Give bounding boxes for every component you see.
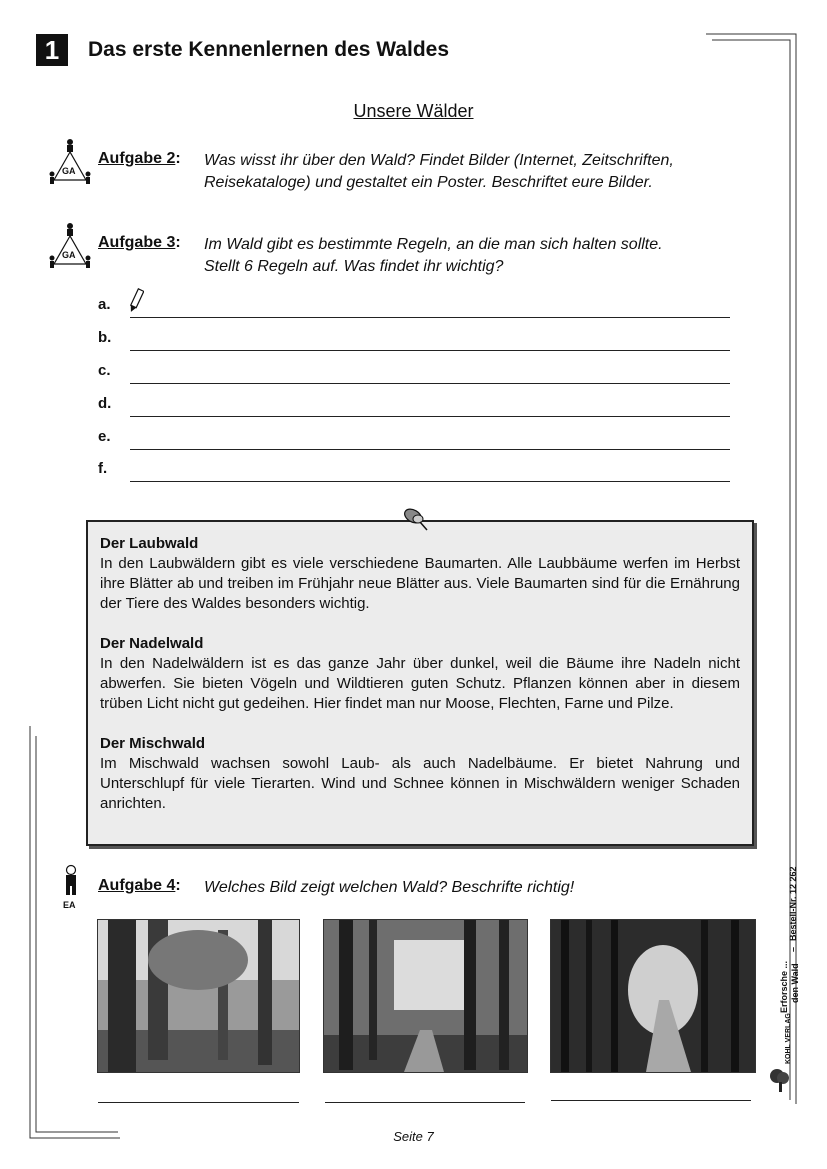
- answer-line-a[interactable]: [98, 296, 730, 318]
- answer-letter: c.: [98, 362, 111, 379]
- chapter-number: 1: [36, 34, 68, 66]
- task-2-colon: :: [175, 150, 181, 167]
- write-line[interactable]: [130, 449, 730, 450]
- group-work-icon: [48, 138, 92, 188]
- single-work-icon: [58, 864, 84, 912]
- task-3-text: [204, 234, 663, 278]
- info-text-laubwald: In den Laubwäldern gibt es viele verschiedene Baumarten. Alle Laubbäume werfen im Herbst ihre Blätter ab und treiben im Frühjahr neue Blätter aus. Viele Baumarten sind für die Ernährung der Tiere des Waldes besonders wichtig.: [100, 555, 740, 612]
- photo-2-answer-line[interactable]: [325, 1102, 525, 1103]
- pushpin-icon: [400, 504, 430, 537]
- publisher-name: KOHL VERLAG: [785, 1013, 792, 1064]
- task-2-line-2: Reisekataloge) und gestaltet ein Poster. Beschriftet eure Bilder.: [204, 174, 653, 191]
- task-3-colon: :: [175, 234, 181, 251]
- info-box: [86, 520, 754, 846]
- task-3-heading: [98, 234, 181, 252]
- forest-photo-mixed: [323, 919, 528, 1073]
- task-2-label: Aufgabe 2: [98, 150, 176, 167]
- photo-3-answer-line[interactable]: [551, 1100, 751, 1101]
- publisher-tree-logo: [768, 1066, 792, 1099]
- page-number: Seite 7: [393, 1129, 434, 1144]
- write-line[interactable]: [130, 350, 730, 351]
- group-work-label: GA: [62, 166, 76, 176]
- answer-line-c[interactable]: [98, 362, 730, 384]
- task-4-label: Aufgabe 4: [98, 877, 176, 894]
- answer-line-f[interactable]: [98, 460, 730, 482]
- group-work-icon: [48, 222, 92, 272]
- chapter-title: Das erste Kennenlernen des Waldes: [88, 38, 450, 61]
- info-heading-nadelwald: Der Nadelwald: [100, 635, 204, 652]
- task-3-label: Aufgabe 3: [98, 234, 176, 251]
- info-heading-laubwald: Der Laubwald: [100, 535, 199, 552]
- info-text-mischwald: Im Mischwald wachsen sowohl Laub- als auch Nadelbäume. Er bietet Nahrung und Unterschlupf für viele Tierarten. Wind und Schnee können in Mischwäldern weniger Schaden anrichten.: [100, 755, 740, 812]
- task-2-line-1: Was wisst ihr über den Wald? Findet Bilder (Internet, Zeitschriften,: [204, 152, 674, 169]
- task-4-text: Welches Bild zeigt welchen Wald? Beschrifte richtig!: [204, 879, 575, 896]
- group-work-label: GA: [62, 250, 76, 260]
- task-3-line-2: Stellt 6 Regeln auf. Was findet ihr wichtig?: [204, 258, 504, 275]
- task-3-line-1: Im Wald gibt es bestimmte Regeln, an die man sich halten sollte.: [204, 236, 663, 253]
- write-line[interactable]: [130, 317, 730, 318]
- answer-letter: e.: [98, 428, 111, 445]
- info-heading-mischwald: Der Mischwald: [100, 735, 206, 752]
- answer-line-d[interactable]: [98, 395, 730, 417]
- task-4-colon: :: [175, 877, 181, 894]
- task-2-text: [204, 150, 674, 194]
- answer-line-e[interactable]: [98, 428, 730, 450]
- page-subtitle: Unsere Wälder: [353, 101, 474, 121]
- answer-letter: a.: [98, 296, 111, 313]
- forest-photo-coniferous: [550, 919, 756, 1073]
- task-2-heading: [98, 150, 181, 168]
- book-title-line-1: Erforsche ...: [779, 960, 789, 1013]
- photo-1-answer-line[interactable]: [98, 1102, 299, 1103]
- order-number: Bestell-Nr. 12 262: [788, 866, 798, 941]
- task-4-heading: [98, 877, 181, 895]
- write-line[interactable]: [130, 383, 730, 384]
- write-line[interactable]: [130, 481, 730, 482]
- answer-letter: f.: [98, 460, 108, 477]
- side-dash: –: [788, 946, 798, 952]
- answer-line-b[interactable]: [98, 329, 730, 351]
- answer-letter: b.: [98, 329, 112, 346]
- forest-photo-deciduous: [97, 919, 300, 1073]
- write-line[interactable]: [130, 416, 730, 417]
- info-text-nadelwald: In den Nadelwäldern ist es das ganze Jahr über dunkel, weil die Bäume ihre Nadeln nicht abwerfen. Sie bieten Vögeln und Wildtieren guten Schutz. Pflanzen können aber in diesem trüben Licht nicht gut gedeihen. Hier findet man nur Moose, Flechten, Farne und Pilze.: [100, 655, 740, 712]
- book-title-line-2: den Wald: [790, 963, 800, 1003]
- answer-letter: d.: [98, 395, 112, 412]
- single-work-label: EA: [63, 900, 76, 910]
